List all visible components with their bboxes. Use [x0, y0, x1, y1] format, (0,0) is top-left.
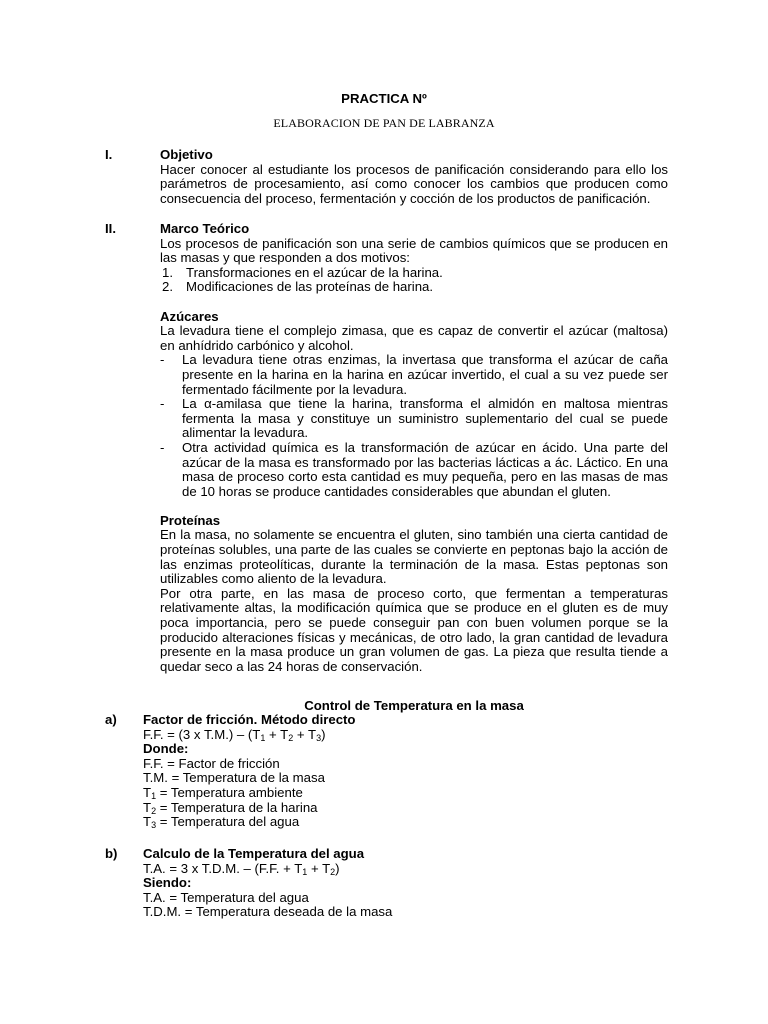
definition-t3: $T_3$ = Temperatura del agua: [143, 814, 300, 831]
donde-label: Donde:: [143, 741, 189, 757]
list-item: - La levadura tiene otras enzimas, la invertasa que transforma el azúcar de caña presente en la harina en la harina en azúcar invertido, el cual a su vez puede ser fermentado fácilmente por la levadura.: [160, 352, 668, 397]
subsection-body: [143, 847, 651, 920]
objetivo-text: Hacer conocer al estudiante los procesos de panificación considerando para ello los parámetros de procesamiento, así como conocer los cambios que producen como consecuencia del proceso, fermentación y cocción de los productos de panificación.: [160, 161, 668, 206]
subsection-mark: a): [105, 712, 117, 727]
list-item: 2. Modificaciones de las proteínas de harina.: [162, 279, 434, 295]
azucares-intro: La levadura tiene el complejo zimasa, que es capaz de convertir el azúcar (maltosa) en anhídrido carbónico y alcohol.: [160, 323, 668, 353]
control-heading: Control de Temperatura en la masa: [304, 698, 524, 713]
marco-intro: Los procesos de panificación son una serie de cambios químicos que se producen en las masas y que responden a dos motivos:: [160, 235, 668, 266]
section-body: [160, 148, 668, 206]
section-body: [160, 222, 668, 674]
proteinas-paragraph: Por otra parte, en las masa de proceso corto, que fermentan a temperaturas relativamente altas, la modificación química que se produce en el gluten es de muy poca importancia, pero se puede conseguir pan con buen volumen porque se la producido alteraciones físicas y mecánicas, de otro lado, la gran cantidad de levadura presente en la masa produce un gran volumen de gas. La pieza que resulta tiende a quedar seco a las 24 horas de conservación.: [160, 585, 668, 674]
definition-ff: F.F. = Factor de fricción: [143, 755, 280, 771]
proteinas-paragraph: En la masa, no solamente se encuentra el gluten, sino también una cierta cantidad de proteínas solubles, una parte de las cuales se convierte en peptonas bajo la acción de las enzimas proteolíticas, durante la terminación de la masa. Estas peptonas son utilizables como aliento de la levadura.: [160, 527, 668, 587]
section-number: I.: [105, 147, 113, 162]
document-title: PRACTICA Nº: [341, 91, 427, 106]
friction-formula: F.F. = (3 x $T.M.) - (T_1 + T_2 + T_3)$: [143, 726, 326, 743]
subsection-body: [143, 713, 651, 830]
proteinas-heading: Proteínas: [160, 512, 221, 528]
definition-t1: $T_1$ = Temperatura ambiente: [143, 784, 303, 801]
motives-list: [160, 266, 668, 295]
subsection-heading: Calculo de la Temperatura del agua: [143, 846, 365, 861]
section-heading: Marco Teórico: [160, 221, 250, 236]
azucares-list: [160, 353, 668, 499]
definition-tm: T.M. = Temperatura de la masa: [143, 770, 325, 786]
definition-t2: $T_2$ = Temperatura de la harina: [143, 799, 318, 816]
document-subtitle: ELABORACION DE PAN DE LABRANZA: [273, 116, 495, 130]
definition-tdm: T.D.M. = Temperatura deseada de la masa: [143, 904, 393, 920]
siendo-label: Siendo:: [143, 875, 192, 891]
subsection-heading: Factor de fricción. Método directo: [143, 712, 356, 727]
water-formula: T.A. = 3 x T.D.M. – (F.F. + $T_1 + T_2$): [143, 860, 340, 877]
section-heading: Objetivo: [160, 147, 213, 162]
definition-ta: T.A. = Temperatura del agua: [143, 889, 309, 905]
azucares-heading: Azúcares: [160, 308, 219, 324]
list-item: - Otra actividad química es la transformación de azúcar en ácido. Una parte del azúcar de la masa es transformado por las bacterias lácticas a ác. Láctico. En una masa de proceso corto esta cantidad es muy pequeña, pero en las masas de mas de 10 horas se produce cantidades considerables que abundan el gluten.: [160, 439, 668, 499]
section-number: II.: [105, 221, 116, 236]
list-item: - La α-amilasa que tiene la harina, transforma el almidón en maltosa mientras fermenta la masa y constituye un suministro suplementario del cual se puede alimentar la levadura.: [160, 396, 668, 441]
list-item: 1. Transformaciones en el azúcar de la harina.: [162, 264, 443, 280]
subsection-mark: b): [105, 846, 118, 861]
